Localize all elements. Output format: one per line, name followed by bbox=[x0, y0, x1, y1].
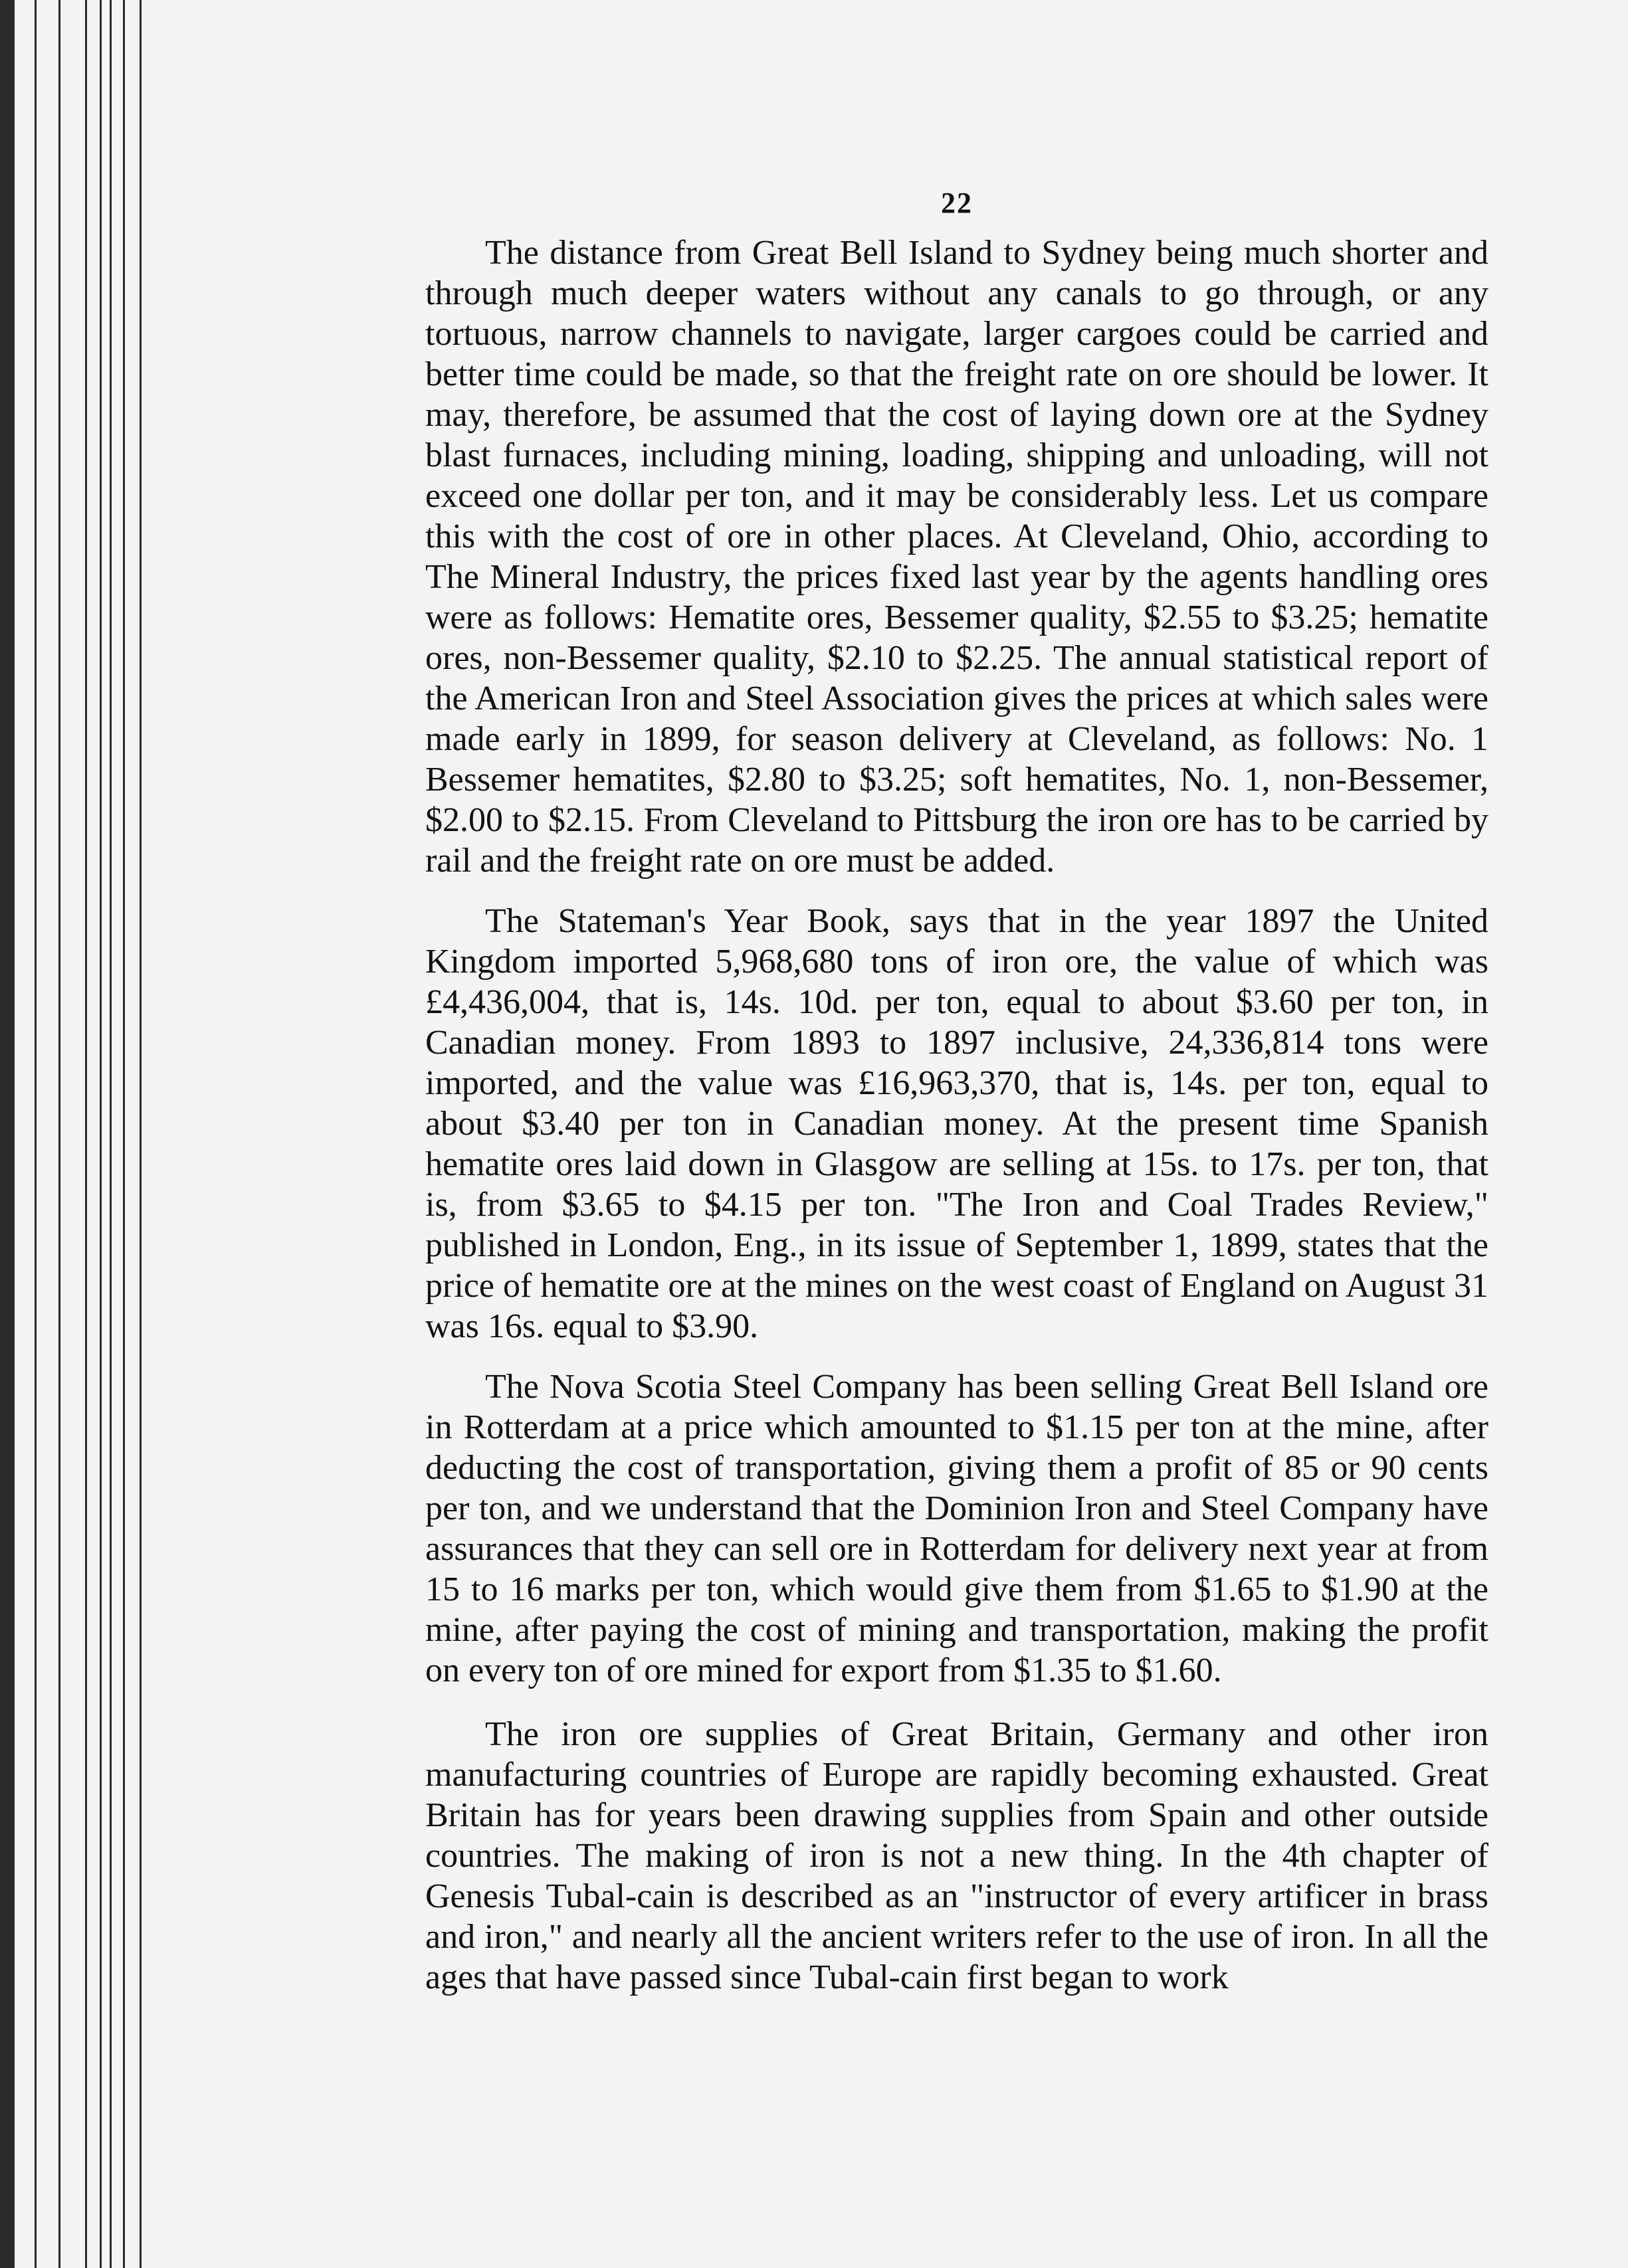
paragraph: The Stateman's Year Book, says that in the year 1897 the United Kingdom imported 5,968,680 tons of iron ore, the value of which was £4,436,004, that is, 14s. 10d. per ton, equal to about $3.60 per ton, in Canadian money. From 1893 to 1897 inclusive, 24,336,814 tons were imported, and the value was £16,963,370, that is, 14s. per ton, equal to about $3.40 per ton in Canadian money. At the present time Spanish hematite ores laid down in Glasgow are selling at 15s. to 17s. per ton, that is, from $3.65 to $4.15 per ton. "The Iron and Coal Trades Review," published in London, Eng., in its issue of September 1, 1899, states that the price of hematite ore at the mines on the west coast of England on August 31 was 16s. equal to $3.90. bbox=[425, 902, 1488, 1345]
page-number: 22 bbox=[941, 187, 973, 219]
page-content bbox=[425, 166, 1488, 2225]
paragraph: The iron ore supplies of Great Britain, Germany and other iron manufacturing countries of Europe are rapidly becoming exhausted. Great Britain has for years been drawing supplies from Spain and other outside countries. The making of iron is not a new thing. In the 4th chapter of Genesis Tubal-cain is described as an "instructor of every artificer in brass and iron," and nearly all the ancient writers refer to the use of iron. In all the ages that have passed since Tubal-cain first began to work bbox=[425, 1715, 1488, 1996]
paragraph: The Nova Scotia Steel Company has been selling Great Bell Island ore in Rotterdam at a price which amounted to $1.15 per ton at the mine, after deducting the cost of transportation, giving them a profit of 85 or 90 cents per ton, and we understand that the Dominion Iron and Steel Company have assurances that they can sell ore in Rotterdam for delivery next year at from 15 to 16 marks per ton, which would give them from $1.65 to $1.90 at the mine, after paying the cost of mining and transportation, making the profit on every ton of ore mined for export from $1.35 to $1.60. bbox=[425, 1368, 1488, 1689]
body-text bbox=[425, 233, 1488, 2018]
paragraph: The distance from Great Bell Island to Sydney being much shorter and through much deeper waters without any canals to go through, or any tortuous, narrow channels to navigate, larger cargoes could be carried and better time could be made, so that the freight rate on ore should be lower. It may, therefore, be assumed that the cost of laying down ore at the Sydney blast furnaces, including mining, loading, shipping and unloading, will not exceed one dollar per ton, and it may be considerably less. Let us compare this with the cost of ore in other places. At Cleveland, Ohio, according to The Mineral Industry, the prices fixed last year by the agents handling ores were as follows: Hematite ores, Bessemer quality, $2.55 to $3.25; hematite ores, non-Bessemer quality, $2.10 to $2.25. The annual statistical report of the American Iron and Steel Association gives the prices at which sales were made early in 1899, for season delivery at Cleveland, as follows: No. 1 Bessemer hematites, $2.80 to $3.25; soft hematites, No. 1, non-Bessemer, $2.00 to $2.15. From Cleveland to Pittsburg the iron ore has to be carried by rail and the freight rate on ore must be added. bbox=[425, 234, 1488, 880]
stacked-page-edges bbox=[0, 0, 226, 2268]
